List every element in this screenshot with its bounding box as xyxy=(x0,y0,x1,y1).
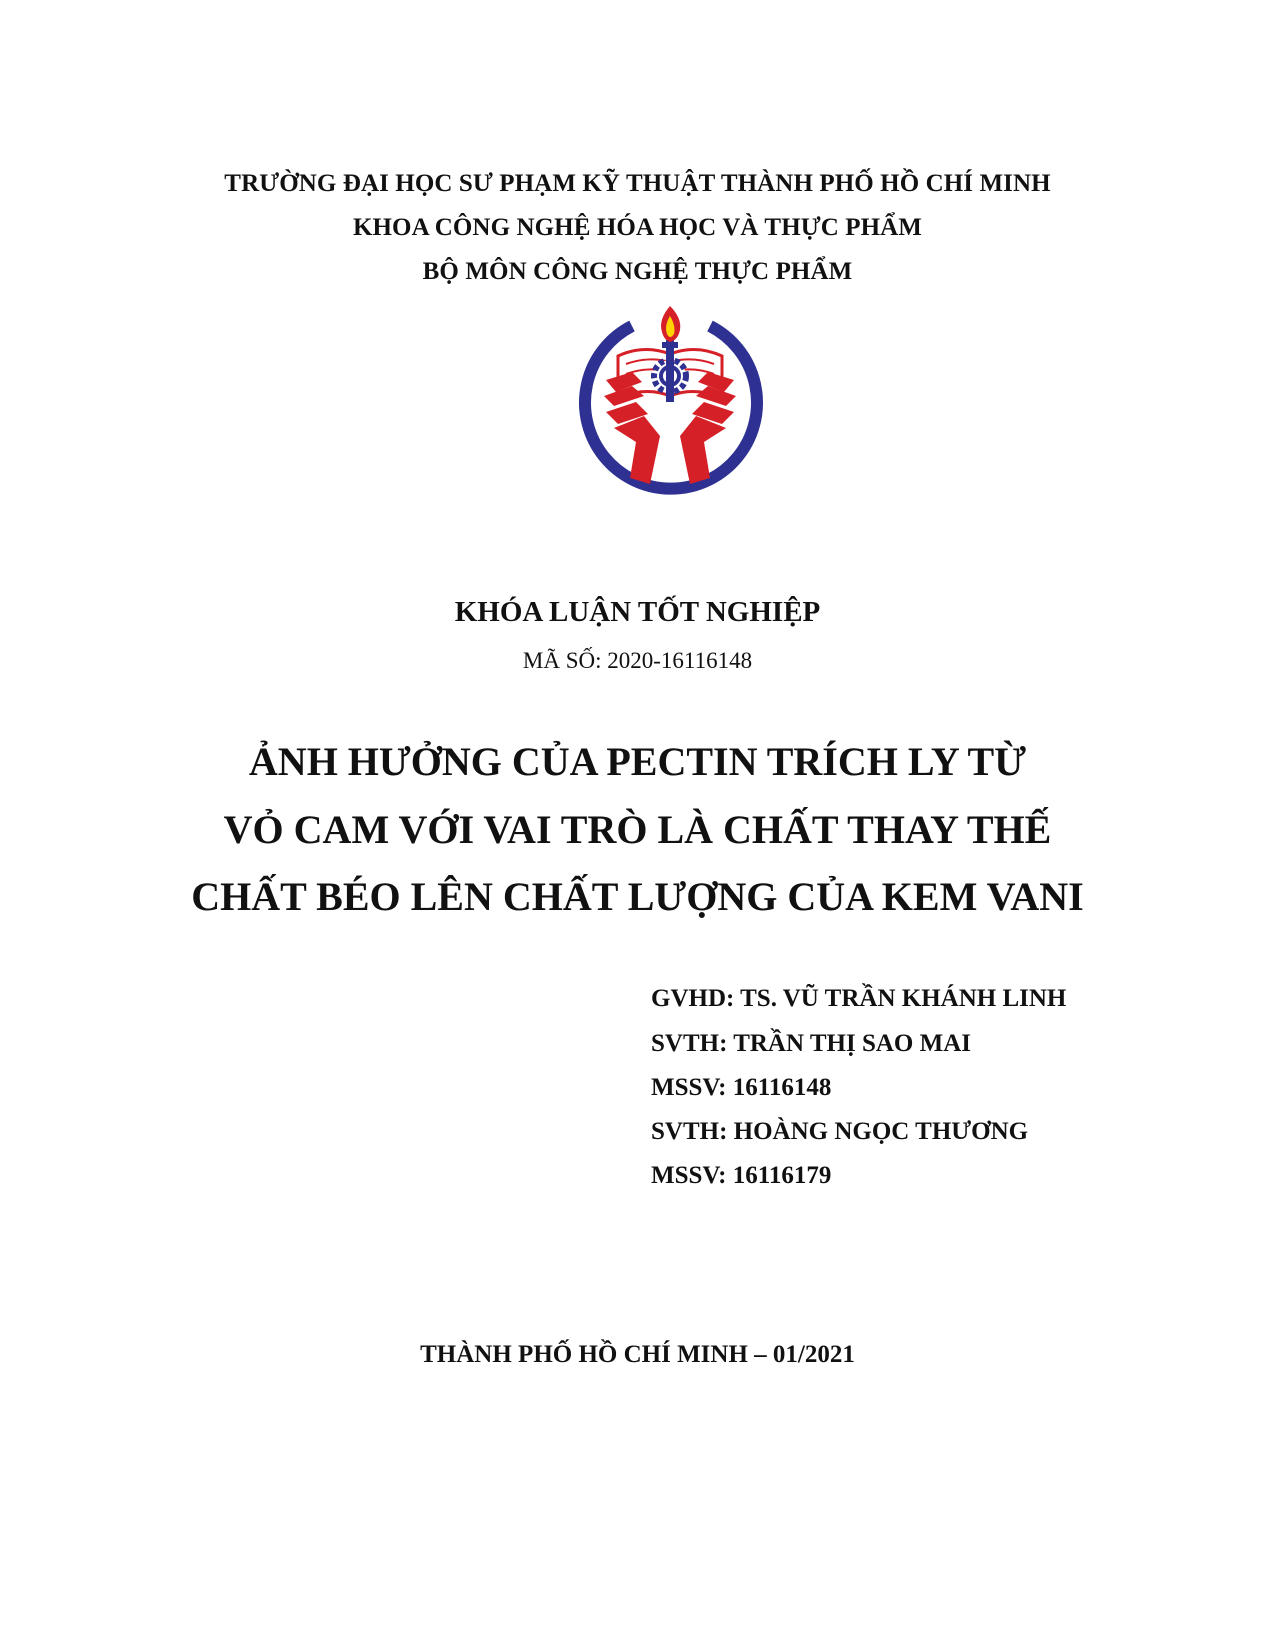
thesis-type: KHÓA LUẬN TỐT NGHIỆP xyxy=(454,596,821,628)
department-name: BỘ MÔN CÔNG NGHỆ THỰC PHẨM xyxy=(422,258,853,285)
student-2-name: SVTH: HOÀNG NGỌC THƯƠNG xyxy=(651,1118,1029,1145)
student-1-id: MSSV: 16116148 xyxy=(651,1074,832,1101)
student-2-id: MSSV: 16116179 xyxy=(651,1162,832,1189)
thesis-title-line-1: ẢNH HƯỞNG CỦA PECTIN TRÍCH LY TỪ xyxy=(248,739,1027,784)
place-and-date: THÀNH PHỐ HỒ CHÍ MINH – 01/2021 xyxy=(420,1341,855,1368)
university-emblem-icon xyxy=(570,302,770,502)
thesis-code: MÃ SỐ: 2020-16116148 xyxy=(522,648,753,673)
student-1-name: SVTH: TRẦN THỊ SAO MAI xyxy=(651,1030,971,1057)
thesis-title-line-2: VỎ CAM VỚI VAI TRÒ LÀ CHẤT THAY THẾ xyxy=(223,807,1052,852)
university-name: TRƯỜNG ĐẠI HỌC SƯ PHẠM KỸ THUẬT THÀNH PHỐ HỒ CHÍ MINH xyxy=(224,170,1051,197)
thesis-title-line-3: CHẤT BÉO LÊN CHẤT LƯỢNG CỦA KEM VANI xyxy=(191,874,1084,919)
faculty-name: KHOA CÔNG NGHỆ HÓA HỌC VÀ THỰC PHẨM xyxy=(352,214,923,241)
advisor-line: GVHD: TS. VŨ TRẦN KHÁNH LINH xyxy=(651,985,1067,1012)
